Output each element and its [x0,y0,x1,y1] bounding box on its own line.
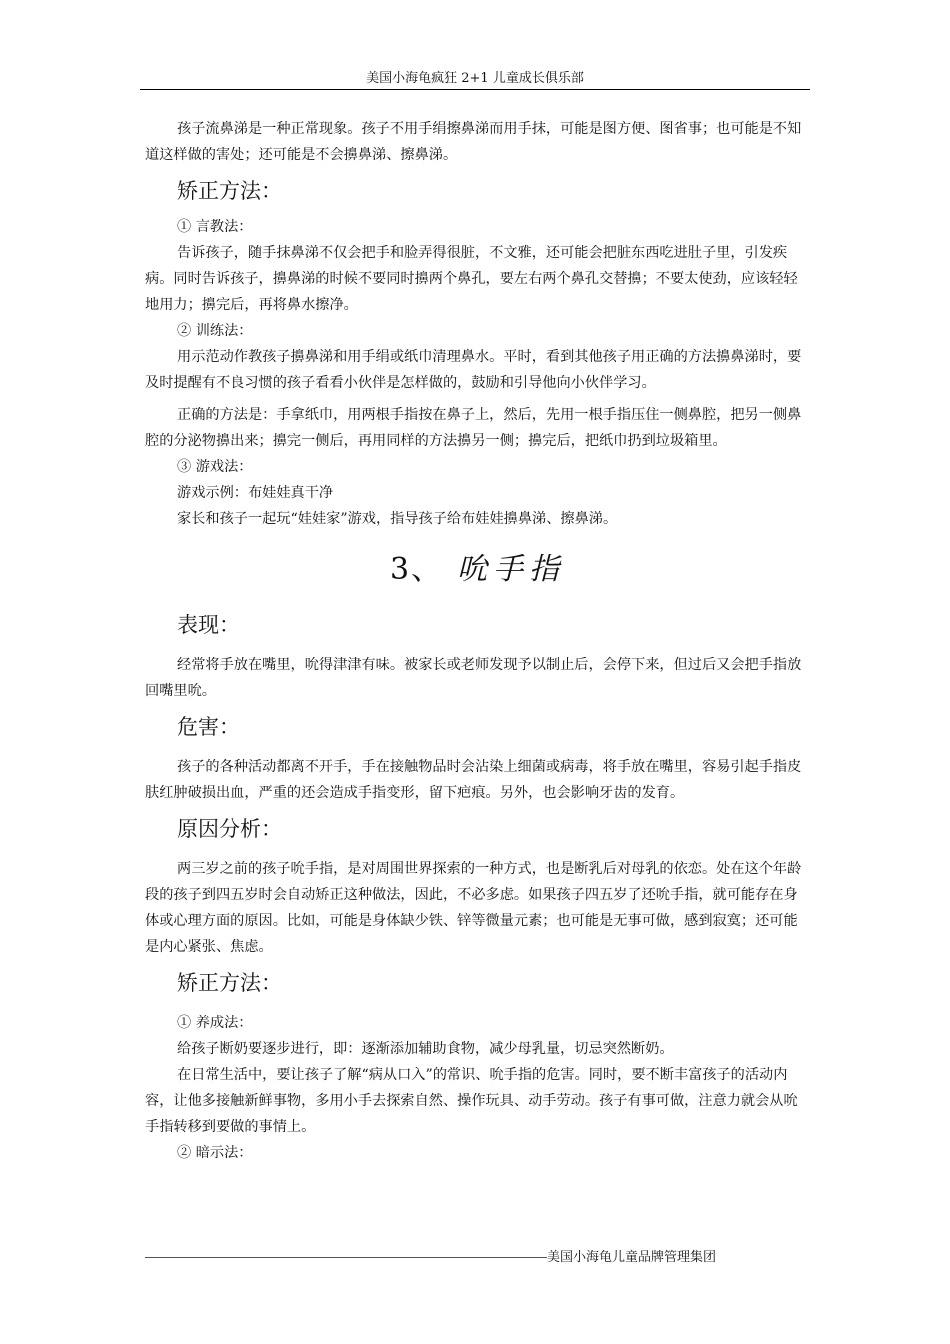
game-description: 家长和孩子一起玩“娃娃家”游戏，指导孩子给布娃娃擤鼻涕、擦鼻涕。 [177,511,618,527]
symptoms-heading: 表现： [177,613,240,637]
symptoms-text: 经常将手放在嘴里，吮得津津有味。被家长或老师发现予以制止后，会停下来，但过后又会把手指放回嘴里吮。 [145,657,802,699]
method-title-game: ③ 游戏法： [177,459,253,475]
header-divider [140,89,810,90]
section-number: 3、 [389,552,444,587]
method-title-suggestion: ② 暗示法： [177,1145,253,1161]
section-title [145,550,810,590]
page-footer [145,1249,810,1267]
harm-heading: 危害： [177,715,240,739]
page-header: 美国小海龟疯狂 2+1 儿童成长俱乐部 [366,71,584,86]
correction-methods-heading: 矫正方法： [177,179,282,203]
section-title-text: 吮手指 [457,552,566,587]
method-title-verbal: ① 言教法： [177,219,253,235]
game-example: 游戏示例：布娃娃真干净 [177,485,334,501]
intro-paragraph: 孩子流鼻涕是一种正常现象。孩子不用手绢擦鼻涕而用手抹，可能是图方便、图省事；也可能是不知道这样做的害处；还可能是不会擤鼻涕、擦鼻涕。 [145,121,802,163]
footer-text: 美国小海龟儿童品牌管理集团 [547,1250,717,1265]
harm-text: 孩子的各种活动都离不开手，手在接触物品时会沾染上细菌或病毒，将手放在嘴里，容易引起手指皮肤红肿破损出血，严重的还会造成手指变形，留下疤痕。另外，也会影响牙齿的发育。 [145,759,802,801]
method-text-habit-1: 给孩子断奶要逐步进行，即：逐渐添加辅助食物，减少母乳量，切忌突然断奶。 [177,1041,674,1057]
method-text-habit-2: 在日常生活中，要让孩子了解“病从口入”的常识、吮手指的危害。同时，要不断丰富孩子的活动内容，让他多接触新鲜事物，多用小手去探索自然、操作玩具、动手劳动。孩子有事可做，注意力就会从吮手指转移到要做的事情上。 [145,1067,798,1135]
document-body [145,116,810,1166]
cause-analysis-text: 两三岁之前的孩子吮手指，是对周围世界探索的一种方式，也是断乳后对母乳的依恋。处在这个年龄段的孩子到四五岁时会自动矫正这种做法，因此，不必多虑。如果孩子四五岁了还吮手指，就可能存在身体或心理方面的原因。比如，可能是身体缺少铁、锌等微量元素；也可能是无事可做，感到寂寞；还可能是内心紧张、焦虑。 [145,861,802,955]
method-text-training-1: 用示范动作教孩子擤鼻涕和用手绢或纸巾清理鼻水。平时，看到其他孩子用正确的方法擤鼻涕时，要及时提醒有不良习惯的孩子看看小伙伴是怎样做的，鼓励和引导他向小伙伴学习。 [145,349,802,391]
correction-methods-heading-2: 矫正方法： [177,971,282,995]
method-title-habit: ① 养成法： [177,1015,253,1031]
method-title-training: ② 训练法： [177,323,253,339]
footer-rule [145,1257,547,1258]
method-text-training-2: 正确的方法是：手拿纸巾，用两根手指按在鼻子上，然后，先用一根手指压住一侧鼻腔，把另一侧鼻腔的分泌物擤出来；擤完一侧后，再用同样的方法擤另一侧；擤完后，把纸巾扔到垃圾箱里。 [145,407,802,449]
method-text-verbal: 告诉孩子，随手抹鼻涕不仅会把手和脸弄得很脏，不文雅，还可能会把脏东西吃进肚子里，引发疾病。同时告诉孩子，擤鼻涕的时候不要同时擤两个鼻孔，要左右两个鼻孔交替擤；不要太使劲，应该轻轻地用力；擤完后，再将鼻水擦净。 [145,245,798,313]
cause-analysis-heading: 原因分析： [177,817,282,841]
